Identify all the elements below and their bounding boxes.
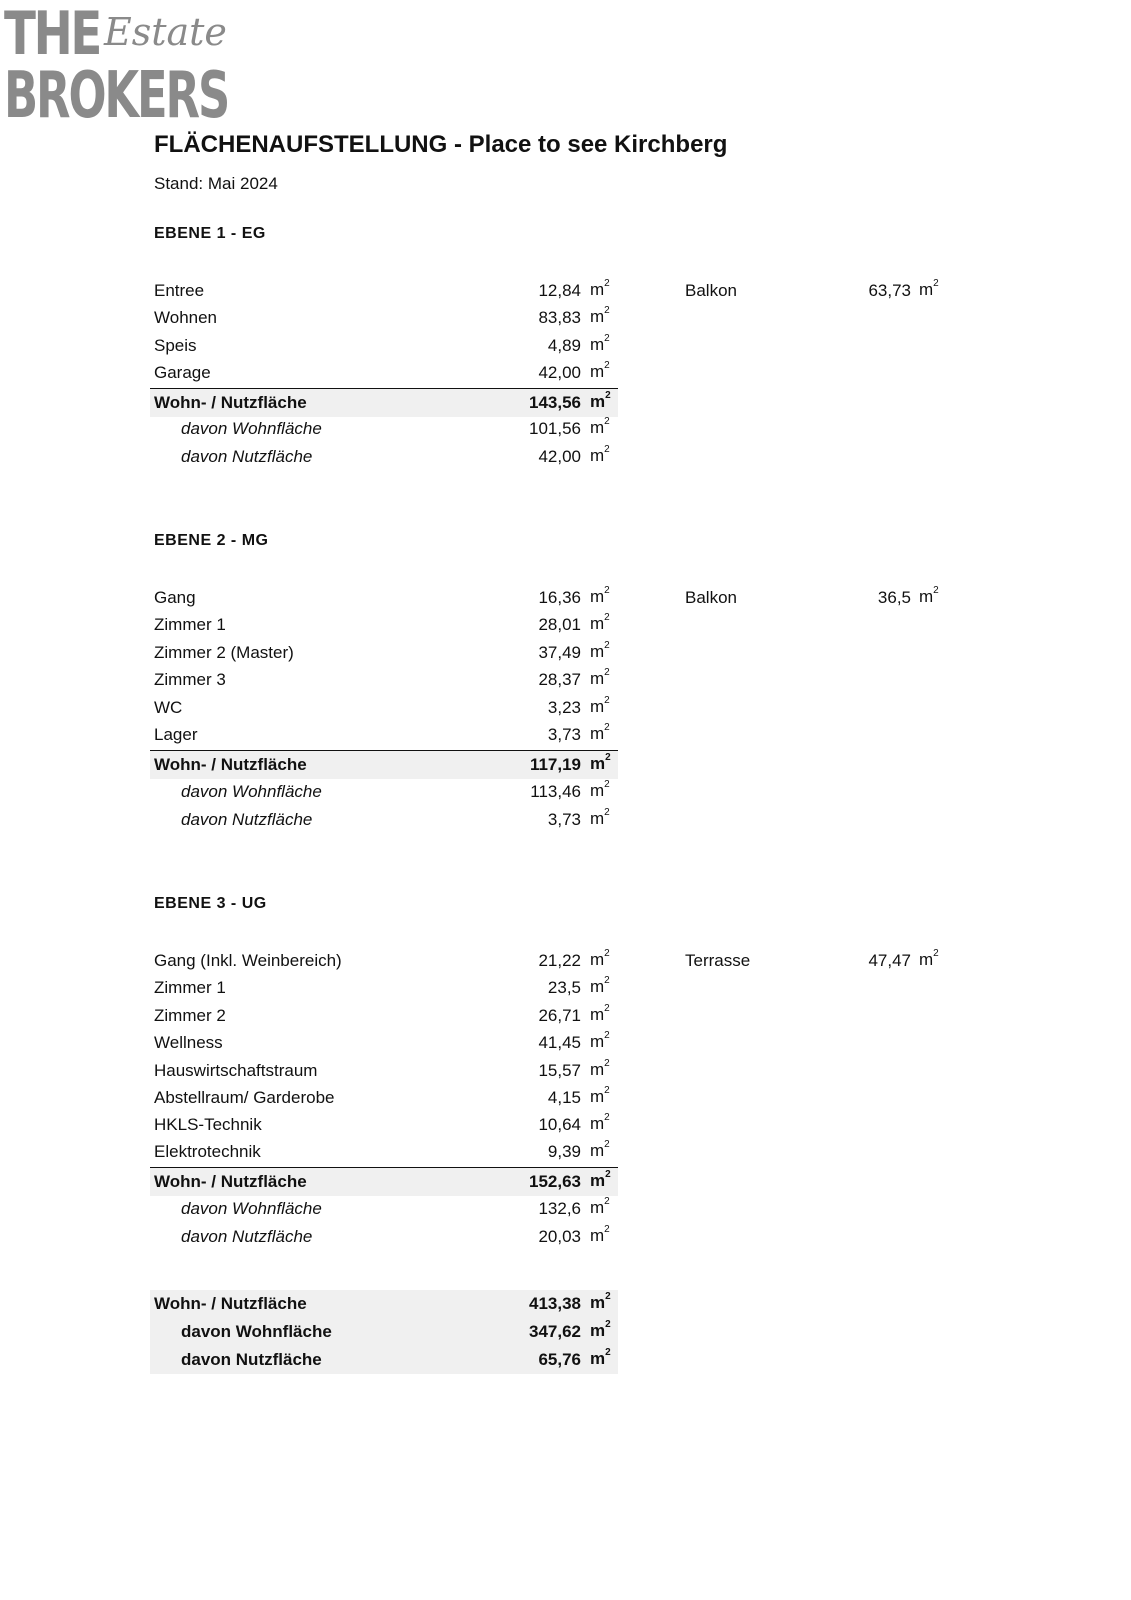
grand-total-row [150,1290,618,1318]
unit: $m^2$ [590,948,610,969]
grand-davon-nutz-label: davon Nutzfläche [181,1350,322,1369]
unit: $m^2$ [590,390,611,411]
unit: $m^2$ [590,1196,610,1217]
davon-wohn-value: 132,6 [538,1199,581,1218]
logo-the: THE [4,0,101,69]
total-row [150,1167,618,1196]
room-label: Abstellraum/ Garderobe [154,1088,335,1107]
unit: $m^2$ [590,975,610,996]
room-label: Zimmer 1 [154,615,226,634]
table-row [150,947,618,975]
unit: $m^2$ [919,948,939,969]
unit: $m^2$ [590,1291,611,1312]
table-row [150,639,618,667]
davon-nutz-row [150,443,618,471]
unit: $m^2$ [590,278,610,299]
davon-nutz-row [150,1223,618,1251]
grand-davon-wohn-row [150,1318,618,1346]
room-value: 4,89 [547,336,581,355]
unit: $m^2$ [590,640,610,661]
unit: $m^2$ [590,585,610,606]
room-label: Speis [154,336,197,355]
unit: $m^2$ [590,1112,610,1133]
room-value: 9,39 [547,1142,581,1161]
total-value: 143,56 [529,393,581,412]
unit: $m^2$ [590,1139,610,1160]
room-label: Gang (Inkl. Weinbereich) [154,951,342,970]
unit: $m^2$ [590,305,610,326]
unit: $m^2$ [590,1003,610,1024]
room-value: 4,15 [547,1088,581,1107]
grand-davon-wohn-value: 347,62 [529,1322,581,1341]
table-row [150,304,618,332]
room-value: 41,45 [538,1033,581,1052]
room-label: Elektrotechnik [154,1142,261,1161]
grand-davon-nutz-value: 65,76 [538,1350,581,1369]
davon-nutz-row [150,806,618,834]
total-value: 117,19 [529,755,581,774]
side-area-value: 63,73 [868,281,911,300]
logo-brokers: BROKERS [4,59,229,133]
room-label: WC [154,698,183,717]
unit: $m^2$ [590,1224,610,1245]
room-label: Garage [154,363,211,382]
davon-nutz-label: davon Nutzfläche [181,447,313,466]
davon-wohn-row [150,415,618,443]
room-value: 3,73 [547,725,581,744]
table-row [150,1057,618,1085]
table-row [150,1002,618,1030]
table-row [150,1138,618,1166]
unit: $m^2$ [590,667,610,688]
table-row [150,666,618,694]
unit: $m^2$ [590,779,610,800]
unit: $m^2$ [590,1085,610,1106]
table-row [150,1111,618,1139]
room-value: 26,71 [538,1006,581,1025]
total-row [150,750,618,779]
logo-estate: Estate [104,10,227,54]
room-value: 15,57 [538,1061,581,1080]
unit: $m^2$ [919,585,939,606]
table-row [150,332,618,360]
grand-total-value: 413,38 [529,1294,581,1313]
room-label: Hauswirtschaftstraum [154,1061,318,1080]
side-area-value: 47,47 [868,951,911,970]
section-heading-ebene-1: EBENE 1 - EG [154,225,266,242]
total-value: 152,63 [529,1172,581,1191]
unit: $m^2$ [919,278,939,299]
side-area-value: 36,5 [877,588,911,607]
table-row [150,611,618,639]
room-value: 21,22 [538,951,581,970]
logo [4,0,229,133]
unit: $m^2$ [590,722,610,743]
table-row [150,974,618,1002]
table-row [150,1084,618,1112]
davon-nutz-value: 20,03 [538,1227,581,1246]
unit: $m^2$ [590,612,610,633]
unit: $m^2$ [590,807,610,828]
davon-wohn-value: 113,46 [530,782,581,801]
table-row [150,277,618,305]
date-stand: Stand: Mai 2024 [154,174,278,193]
unit: $m^2$ [590,752,611,773]
unit: $m^2$ [590,1347,611,1368]
side-area-row [685,584,945,612]
unit: $m^2$ [590,1058,610,1079]
room-label: HKLS-Technik [154,1115,262,1134]
room-label: Lager [154,725,198,744]
unit: $m^2$ [590,1319,611,1340]
davon-nutz-label: davon Nutzfläche [181,810,313,829]
davon-nutz-value: 42,00 [538,447,581,466]
grand-total-label: Wohn- / Nutzfläche [154,1294,307,1313]
room-label: Entree [154,281,205,300]
davon-nutz-label: davon Nutzfläche [181,1227,313,1246]
table-row [150,584,618,612]
total-label: Wohn- / Nutzfläche [154,755,307,774]
page-title: FLÄCHENAUFSTELLUNG - Place to see Kirchberg [154,131,728,158]
unit: $m^2$ [590,695,610,716]
room-value: 42,00 [538,363,581,382]
table-row [150,694,618,722]
grand-davon-wohn-label: davon Wohnfläche [181,1322,332,1341]
room-value: 83,83 [538,308,581,327]
unit: $m^2$ [590,416,610,437]
davon-wohn-label: davon Wohnfläche [181,782,322,801]
side-area-row [685,277,945,305]
total-label: Wohn- / Nutzfläche [154,393,307,412]
davon-wohn-label: davon Wohnfläche [181,419,322,438]
side-area-row [685,947,945,975]
room-value: 3,23 [547,698,581,717]
room-value: 37,49 [538,643,581,662]
davon-wohn-row [150,778,618,806]
room-label: Zimmer 3 [154,670,226,689]
section-heading-ebene-3: EBENE 3 - UG [154,895,267,912]
unit: $m^2$ [590,333,610,354]
room-value: 23,5 [547,978,581,997]
room-value: 16,36 [538,588,581,607]
section-heading-ebene-2: EBENE 2 - MG [154,532,269,549]
table-row [150,1029,618,1057]
room-value: 28,37 [538,670,581,689]
room-value: 10,64 [538,1115,581,1134]
unit: $m^2$ [590,1169,611,1190]
unit: $m^2$ [590,1030,610,1051]
room-label: Zimmer 2 (Master) [154,643,294,662]
davon-wohn-label: davon Wohnfläche [181,1199,322,1218]
room-value: 12,84 [538,281,581,300]
total-label: Wohn- / Nutzfläche [154,1172,307,1191]
davon-wohn-value: 101,56 [529,419,581,438]
room-label: Zimmer 2 [154,1006,226,1025]
davon-wohn-row [150,1195,618,1223]
grand-davon-nutz-row [150,1346,618,1374]
unit: $m^2$ [590,444,610,465]
room-label: Gang [154,588,196,607]
room-label: Zimmer 1 [154,978,226,997]
side-area-label: Balkon [685,281,737,300]
room-label: Wellness [154,1033,223,1052]
table-row [150,359,618,387]
room-value: 28,01 [538,615,581,634]
unit: $m^2$ [590,360,610,381]
side-area-label: Balkon [685,588,737,607]
total-row [150,388,618,417]
side-area-label: Terrasse [685,951,751,970]
table-row [150,721,618,749]
davon-nutz-value: 3,73 [547,810,581,829]
room-label: Wohnen [154,308,218,327]
